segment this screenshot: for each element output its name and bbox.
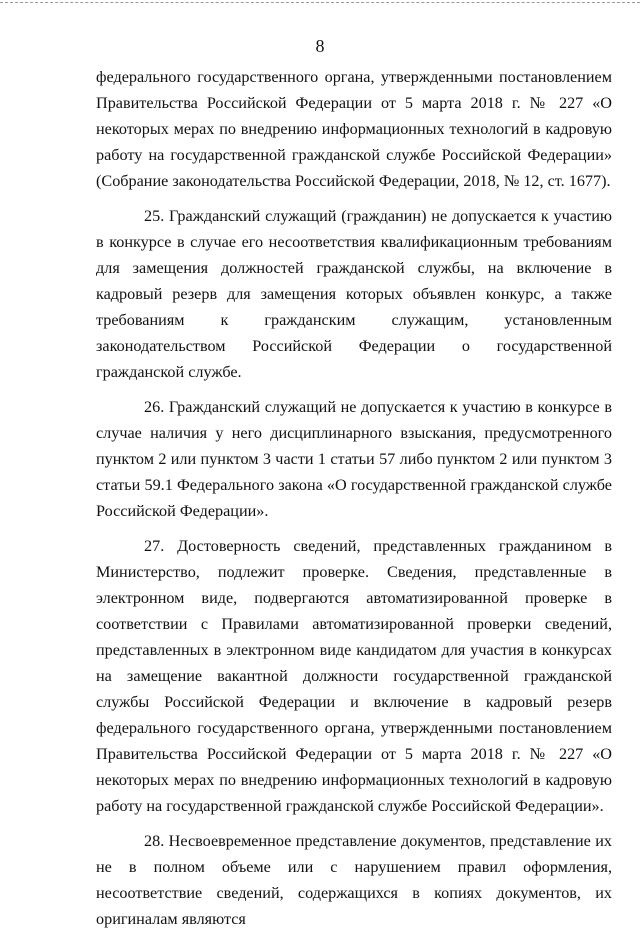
paragraph-spacer	[96, 524, 612, 533]
paragraph-spacer	[96, 194, 612, 203]
paragraph-item-26: 26. Гражданский служащий не допускается к участию в конкурсе в случае наличия у него дисциплинарного взыскания, предусмотренного пунктом 2 или пунктом 3 части 1 статьи 57 либо пунктом 2 или пунктом 3 статьи 59.1 Федерального закона «О государственной гражданской службе Российской Федерации».	[96, 398, 612, 520]
paragraph-spacer	[96, 385, 612, 394]
paragraph-item-28: 28. Несвоевременное представление документов, представление их не в полном объеме или с нарушением правил оформления, несоответствие сведений, содержащихся в копиях документов, их оригиналам являются	[96, 832, 612, 928]
paragraph-item-25: 25. Гражданский служащий (гражданин) не допускается к участию в конкурсе в случае его несоответствия квалификационным требованиям для замещения должностей гражданской службы, на включение в кадровый резерв для замещения которых объявлен конкурс, а также требованиям к гражданским служащим, установленным законодательством Российской Федерации о государственной гражданской службе.	[96, 207, 612, 381]
page-number: 8	[315, 36, 325, 56]
scan-top-edge	[0, 2, 640, 3]
document-body	[96, 64, 612, 932]
paragraph-item-27: 27. Достоверность сведений, представленных гражданином в Министерство, подлежит проверке. Сведения, представленные в электронном виде, подвергаются автоматизированной проверке в соответствии с Правилами автоматизированной проверки сведений, представленных в электронном виде кандидатом для участия в конкурсах на замещение вакантной должности государственной гражданской службы Российской Федерации и включение в кадровый резерв федерального государственного органа, утвержденными постановлением Правительства Российской Федерации от 5 марта 2018 г. № 227 «О некоторых мерах по внедрению информационных технологий в кадровую работу на государственной гражданской службе Российской Федерации».	[96, 537, 612, 815]
paragraph-continuation: федерального государственного органа, утвержденными постановлением Правительства Российской Федерации от 5 марта 2018 г. № 227 «О некоторых мерах по внедрению информационных технологий в кадровую работу на государственной гражданской службе Российской Федерации» (Собрание законодательства Российской Федерации, 2018, № 12, ст. 1677).	[96, 68, 612, 190]
paragraph-spacer	[96, 819, 612, 828]
